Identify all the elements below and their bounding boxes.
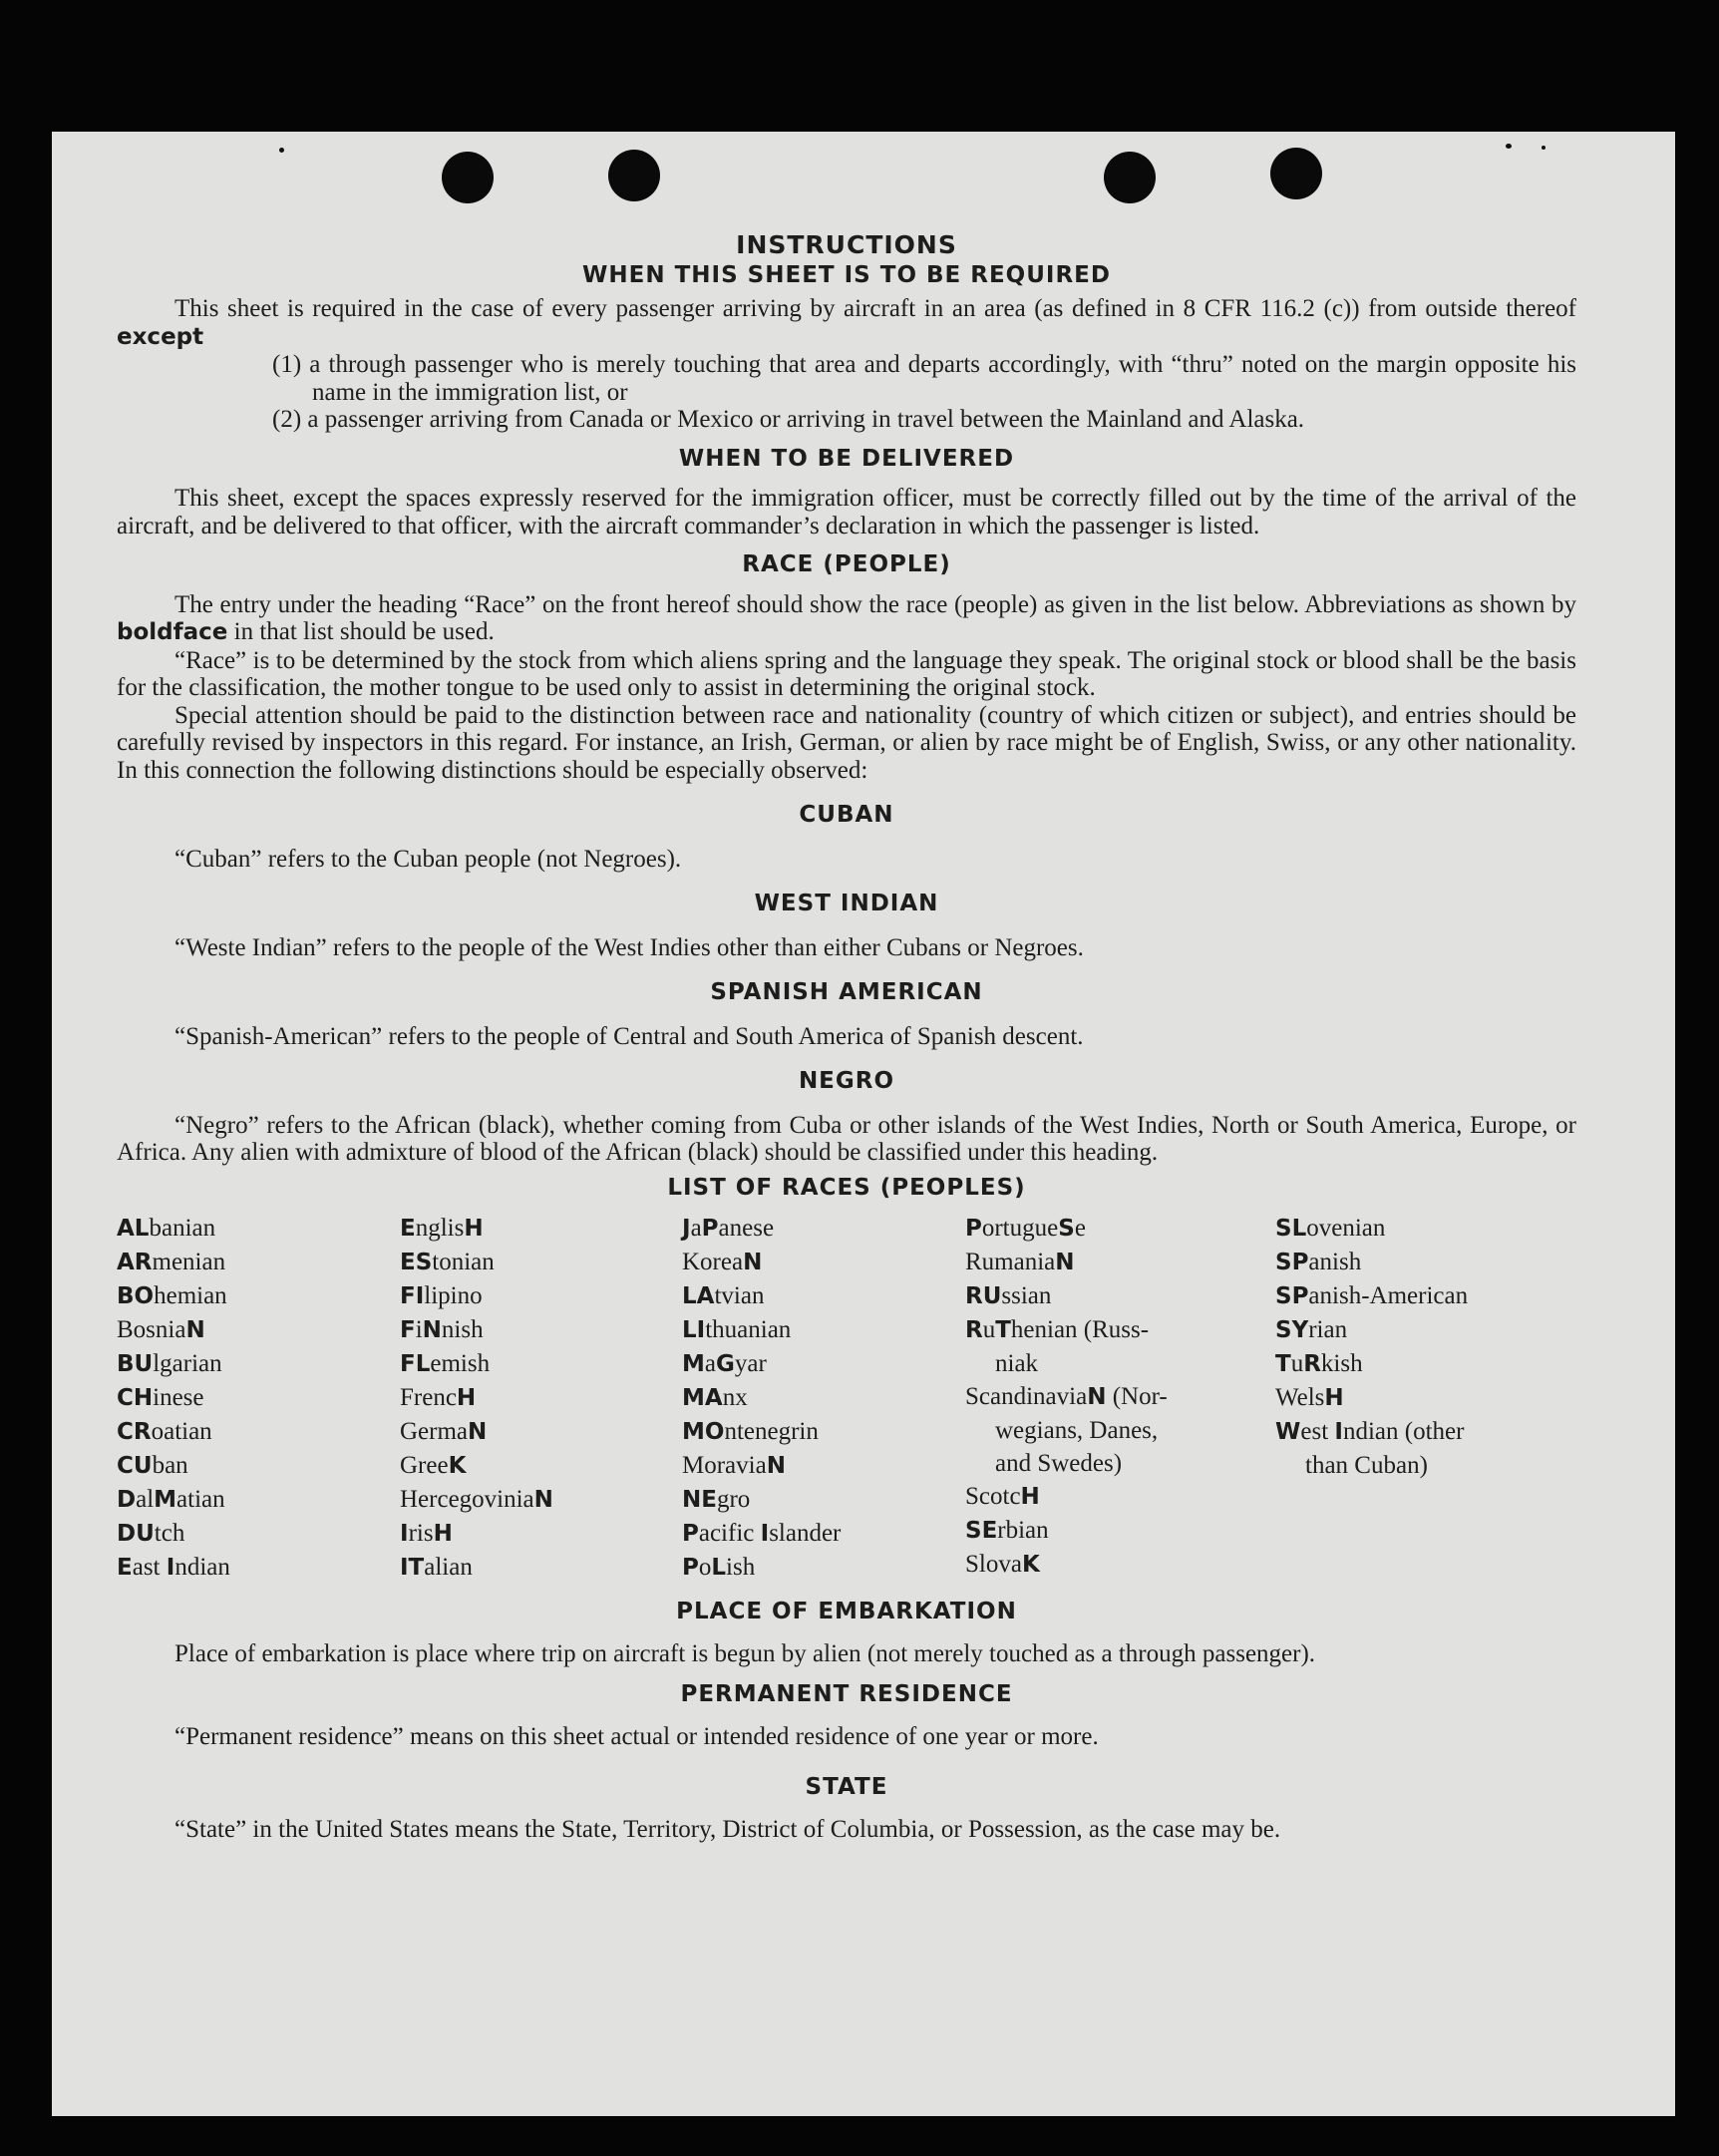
heading-embarkation: PLACE OF EMBARKATION xyxy=(676,1599,1017,1624)
instructions-content xyxy=(117,230,1576,1843)
race-entry: DalMatian xyxy=(117,1486,225,1513)
race-entry-continuation: than Cuban) xyxy=(1305,1452,1428,1479)
race-entry: HercegoviniaN xyxy=(400,1486,553,1513)
race-entry: TuRkish xyxy=(1275,1350,1363,1377)
punch-hole xyxy=(442,152,494,203)
race-entry: RUssian xyxy=(965,1282,1052,1309)
embarkation-text: Place of embarkation is place where trip on aircraft is begun by alien (not merely touched as a through passenger). xyxy=(174,1639,1316,1667)
page-title: INSTRUCTIONS xyxy=(736,230,957,259)
race-entry: KoreaN xyxy=(682,1249,763,1275)
race-entry: Pacific Islander xyxy=(682,1520,842,1547)
race-entry-continuation: and Swedes) xyxy=(995,1450,1123,1477)
cuban-text: “Cuban” refers to the Cuban people (not Negroes). xyxy=(174,845,682,873)
race-entry: ALbanian xyxy=(117,1215,216,1242)
race-entry: FIlipino xyxy=(400,1282,483,1309)
required-item-2: (2) a passenger arriving from Canada or Mexico or arriving in travel between the Mainland and Alaska. xyxy=(272,406,1305,433)
race-entry: ITalian xyxy=(400,1554,473,1581)
races-column xyxy=(682,1212,965,1585)
speck xyxy=(1506,144,1512,149)
race-entry: GermaN xyxy=(400,1418,488,1445)
residence-text: “Permanent residence” means on this sheet actual or intended residence of one year or more. xyxy=(174,1722,1099,1750)
race-entry: CRoatian xyxy=(117,1418,212,1445)
race-entry: BOhemian xyxy=(117,1282,227,1309)
races-column xyxy=(1275,1212,1576,1585)
negro-text: “Negro” refers to the African (black), whether coming from Cuba or other islands of the West Indies, North or South America, Europe, or Africa. Any alien with admixture of blood of the African (black) should be classified under this heading. xyxy=(117,1111,1576,1166)
delivered-text: This sheet, except the spaces expressly reserved for the immigration officer, must be correctly filled out by the time of the arrival of the aircraft, and be delivered to that officer, with the aircraft commander’s declaration in which the passenger is listed. xyxy=(117,485,1576,539)
heading-west-indian: WEST INDIAN xyxy=(754,891,939,916)
heading-race: RACE (PEOPLE) xyxy=(742,551,951,577)
punch-hole xyxy=(1104,152,1156,203)
races-column xyxy=(117,1212,400,1585)
heading-spanish-american: SPANISH AMERICAN xyxy=(710,979,983,1005)
race-entry: IrisH xyxy=(400,1520,453,1547)
race-entry: WelsH xyxy=(1275,1384,1344,1411)
instruction-sheet xyxy=(52,132,1675,2116)
race-para-3: Special attention should be paid to the distinction between race and nationality (country of which citizen or subject), and entries should be carefully revised by inspectors in this regard. For instance, an Irish, German, or alien by race might be of English, Swiss, or any other nationality. In this connection the following distinctions should be especially observed: xyxy=(117,701,1576,784)
required-intro: This sheet is required in the case of every passenger arriving by aircraft in an area (as defined in 8 CFR 116.2 (c)) from outside thereof except xyxy=(117,295,1576,350)
race-entry: MAnx xyxy=(682,1384,748,1411)
heading-state: STATE xyxy=(805,1774,888,1800)
race-entry: SLovenian xyxy=(1275,1215,1386,1242)
race-entry: CUban xyxy=(117,1452,188,1479)
required-item-1: (1) a through passenger who is merely touching that area and departs accordingly, with “thru” noted on the margin opposite his name in the immigration list, or xyxy=(272,351,1576,406)
race-entry: SlovaK xyxy=(965,1551,1040,1578)
race-entry: East Indian xyxy=(117,1554,230,1581)
race-entry: SPanish-American xyxy=(1275,1282,1469,1309)
race-entry: ScotcH xyxy=(965,1483,1040,1510)
race-entry: EStonian xyxy=(400,1249,495,1275)
punch-hole xyxy=(608,150,660,201)
races-list xyxy=(117,1212,1576,1585)
race-entry: LAtvian xyxy=(682,1282,765,1309)
spanish-american-text: “Spanish-American” refers to the people of Central and South America of Spanish descent. xyxy=(174,1022,1084,1050)
race-entry: MoraviaN xyxy=(682,1452,786,1479)
race-entry: ARmenian xyxy=(117,1249,226,1275)
race-entry: SPanish xyxy=(1275,1249,1362,1275)
race-entry: FrencH xyxy=(400,1384,477,1411)
race-entry: RumaniaN xyxy=(965,1249,1075,1275)
race-entry: PortugueSe xyxy=(965,1215,1086,1242)
heading-negro: NEGRO xyxy=(798,1068,895,1094)
race-entry: SErbian xyxy=(965,1517,1049,1544)
heading-cuban: CUBAN xyxy=(799,802,894,828)
heading-required: WHEN THIS SHEET IS TO BE REQUIRED xyxy=(582,261,1111,288)
race-entry: DUtch xyxy=(117,1520,185,1547)
race-entry: RuThenian (Russ- xyxy=(965,1316,1150,1343)
race-entry: NEgro xyxy=(682,1486,751,1513)
heading-delivered: WHEN TO BE DELIVERED xyxy=(678,445,1015,472)
punch-hole xyxy=(1270,148,1322,199)
race-para-1: The entry under the heading “Race” on the front hereof should show the race (people) as given in the list below. Abbreviations as shown by boldface in that list should be used. xyxy=(117,590,1576,645)
race-entry: PoLish xyxy=(682,1554,756,1581)
race-entry-continuation: niak xyxy=(995,1350,1039,1377)
heading-list-of-races: LIST OF RACES (PEOPLES) xyxy=(667,1174,1026,1201)
race-entry: FiNnish xyxy=(400,1316,484,1343)
race-entry: MOntenegrin xyxy=(682,1418,819,1445)
race-entry-continuation: wegians, Danes, xyxy=(995,1417,1159,1444)
race-para-2: “Race” is to be determined by the stock from which aliens spring and the language they speak. The original stock or blood shall be the basis for the classification, the mother tongue to be used only to assist in determining the original stock. xyxy=(117,646,1576,701)
races-column xyxy=(965,1212,1275,1585)
race-entry: LIthuanian xyxy=(682,1316,792,1343)
race-entry: JaPanese xyxy=(682,1215,775,1242)
race-entry: CHinese xyxy=(117,1384,204,1411)
race-entry: West Indian (other xyxy=(1275,1418,1465,1445)
west-indian-text: “Weste Indian” refers to the people of the West Indies other than either Cubans or Negroes. xyxy=(174,933,1084,961)
heading-residence: PERMANENT RESIDENCE xyxy=(680,1681,1013,1707)
race-entry: ScandinaviaN (Nor- xyxy=(965,1383,1168,1410)
speck xyxy=(279,148,284,153)
race-entry: BosniaN xyxy=(117,1316,205,1343)
race-entry: SYrian xyxy=(1275,1316,1348,1343)
speck xyxy=(1542,146,1546,150)
race-entry: MaGyar xyxy=(682,1350,767,1377)
state-text: “State” in the United States means the State, Territory, District of Columbia, or Possession, as the case may be. xyxy=(174,1815,1281,1843)
race-entry: BUlgarian xyxy=(117,1350,222,1377)
race-entry: EnglisH xyxy=(400,1215,484,1242)
races-column xyxy=(400,1212,682,1585)
race-entry: GreeK xyxy=(400,1452,467,1479)
race-entry: FLemish xyxy=(400,1350,491,1377)
